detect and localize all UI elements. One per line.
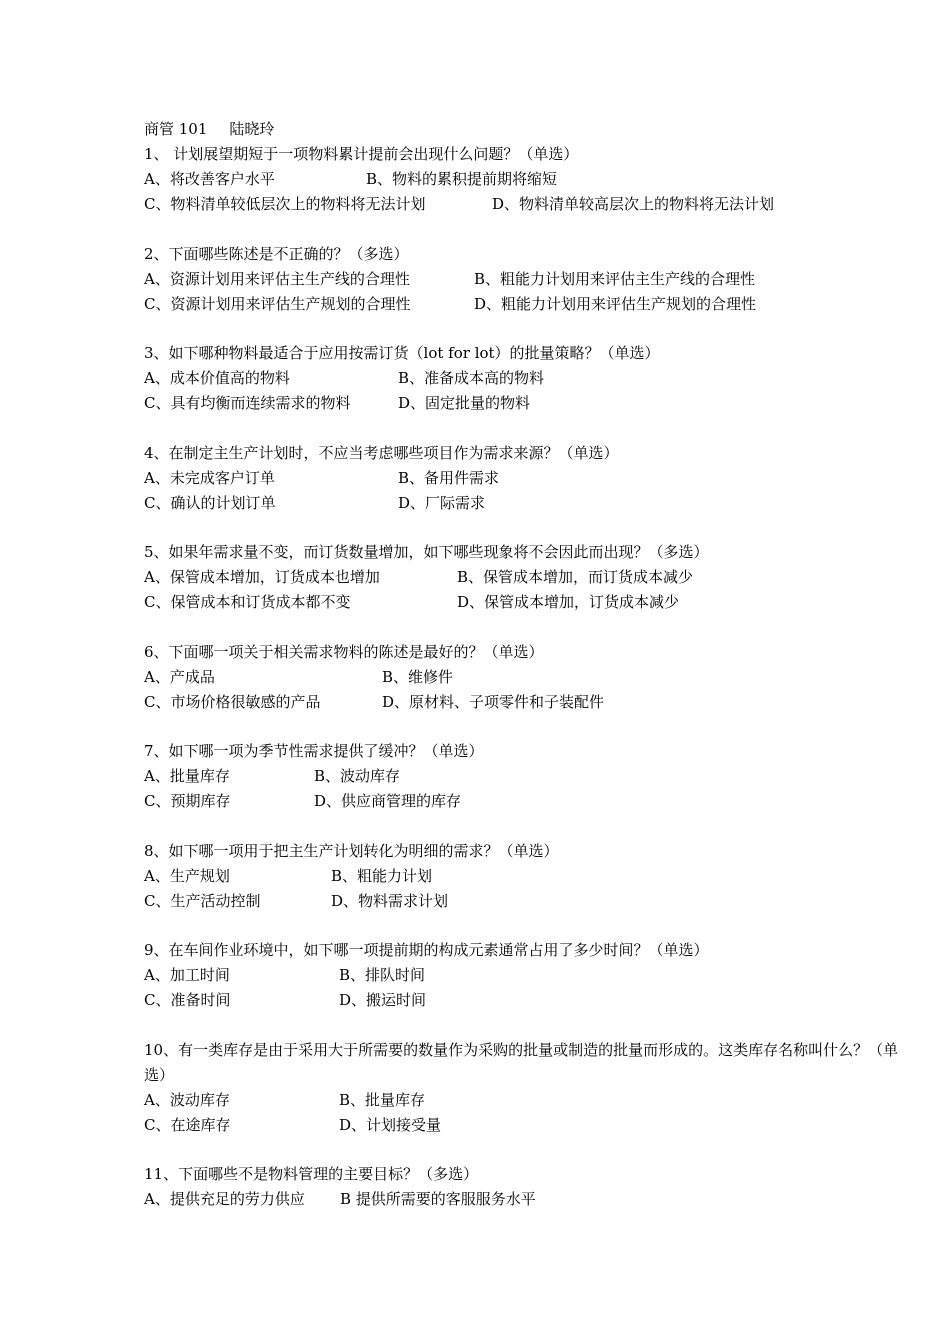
- option-d: D、计划接受量: [339, 1115, 442, 1134]
- question-8-options-row-2: [144, 889, 904, 914]
- question-5-options-row-2: [144, 590, 904, 615]
- option-d: D、保管成本增加，订货成本减少: [457, 593, 680, 611]
- option-c: C、生产活动控制: [144, 891, 261, 910]
- option-c: C、保管成本和订货成本都不变: [144, 593, 351, 611]
- question-4-stem: 4、在制定主生产计划时，不应当考虑哪些项目作为需求来源？（单选）: [144, 443, 619, 462]
- question-10-stem: 10、有一类库存是由于采用大于所需要的数量作为采购的批量或制造的批量而形成的。这类库存名称叫什么？（单选）: [144, 1040, 899, 1084]
- question-2-options-row-1: [144, 267, 904, 292]
- option-c: C、物料清单较低层次上的物料将无法计划: [144, 195, 426, 213]
- option-c: C、资源计划用来评估生产规划的合理性: [144, 294, 411, 313]
- option-b: B、保管成本增加，而订货成本减少: [457, 568, 694, 586]
- option-c: C、准备时间: [144, 991, 231, 1009]
- question-6-stem: 6、下面哪一项关于相关需求物料的陈述是最好的？（单选）: [144, 642, 544, 661]
- question-8-options-row-1: [144, 864, 904, 889]
- option-b: B、粗能力计划用来评估主生产线的合理性: [474, 269, 756, 288]
- option-a: A、成本价值高的物料: [144, 369, 290, 387]
- option-c: C、确认的计划订单: [144, 493, 276, 512]
- question-11-stem: 11、下面哪些不是物料管理的主要目标？（多选）: [144, 1165, 479, 1183]
- question-1-options-row-2: [144, 192, 904, 217]
- option-d: D、供应商管理的库存: [314, 792, 462, 810]
- question-4-options-row-1: [144, 466, 904, 491]
- question-5-options-row-1: [144, 565, 904, 590]
- course-name: 商管 101: [144, 120, 208, 138]
- option-d: D、粗能力计划用来评估生产规划的合理性: [474, 294, 757, 313]
- option-b: B 提供所需要的客服服务水平: [340, 1190, 536, 1208]
- document-page: [144, 117, 904, 1212]
- question-1-stem: 1、 计划展望期短于一项物料累计提前会出现什么问题？（单选）: [144, 145, 579, 163]
- option-b: B、物料的累积提前期将缩短: [366, 170, 558, 188]
- question-8-stem: 8、如下哪一项用于把主生产计划转化为明细的需求？（单选）: [144, 841, 559, 860]
- option-d: D、搬运时间: [339, 991, 427, 1009]
- author-name: 陆晓玲: [229, 120, 275, 138]
- option-d: D、物料清单较高层次上的物料将无法计划: [492, 195, 775, 213]
- question-5-stem: 5、如果年需求量不变，而订货数量增加，如下哪些现象将不会因此而出现？（多选）: [144, 543, 709, 561]
- document-header: [144, 117, 904, 142]
- option-c: C、市场价格很敏感的产品: [144, 692, 321, 711]
- option-b: B、波动库存: [314, 767, 401, 785]
- option-b: B、维修件: [382, 667, 454, 686]
- option-c: C、在途库存: [144, 1115, 231, 1134]
- question-2-stem: 2、下面哪些陈述是不正确的？（多选）: [144, 244, 409, 263]
- option-b: B、备用件需求: [398, 468, 500, 487]
- option-b: B、排队时间: [339, 966, 426, 984]
- option-d: D、物料需求计划: [331, 891, 449, 910]
- option-a: A、提供充足的劳力供应: [144, 1190, 305, 1208]
- option-a: A、产成品: [144, 667, 215, 686]
- question-2-options-row-2: [144, 292, 904, 317]
- question-6-options-row-1: [144, 665, 904, 690]
- option-c: C、具有均衡而连续需求的物料: [144, 394, 351, 412]
- option-a: A、将改善客户水平: [144, 170, 275, 188]
- option-b: B、准备成本高的物料: [398, 369, 545, 387]
- question-11-options-row-1: [144, 1187, 904, 1212]
- question-9-options-row-1: [144, 963, 904, 988]
- question-4-options-row-2: [144, 491, 904, 516]
- question-7-options-row-2: [144, 789, 904, 814]
- question-3-options-row-2: [144, 391, 904, 416]
- question-6-options-row-2: [144, 690, 904, 715]
- question-10-options-row-1: [144, 1088, 904, 1113]
- option-a: A、批量库存: [144, 767, 230, 785]
- option-a: A、保管成本增加，订货成本也增加: [144, 568, 380, 586]
- question-3-stem: 3、如下哪种物料最适合于应用按需订货（lot for lot）的批量策略？（单选）: [144, 344, 660, 362]
- option-a: A、生产规划: [144, 866, 230, 885]
- option-a: A、未完成客户订单: [144, 468, 275, 487]
- question-9-options-row-2: [144, 988, 904, 1013]
- question-3-options-row-1: [144, 366, 904, 391]
- option-d: D、原材料、子项零件和子装配件: [382, 692, 605, 711]
- option-a: A、加工时间: [144, 966, 230, 984]
- question-10-options-row-2: [144, 1113, 904, 1138]
- option-d: D、固定批量的物料: [398, 394, 531, 412]
- question-9-stem: 9、在车间作业环境中，如下哪一项提前期的构成元素通常占用了多少时间？（单选）: [144, 941, 709, 959]
- option-a: A、波动库存: [144, 1090, 230, 1109]
- option-b: B、批量库存: [339, 1090, 426, 1109]
- question-7-stem: 7、如下哪一项为季节性需求提供了缓冲？（单选）: [144, 742, 484, 760]
- option-b: B、粗能力计划: [331, 866, 433, 885]
- question-7-options-row-1: [144, 764, 904, 789]
- option-c: C、预期库存: [144, 792, 231, 810]
- option-a: A、资源计划用来评估主生产线的合理性: [144, 269, 410, 288]
- option-d: D、厂际需求: [398, 493, 486, 512]
- question-1-options-row-1: [144, 167, 904, 192]
